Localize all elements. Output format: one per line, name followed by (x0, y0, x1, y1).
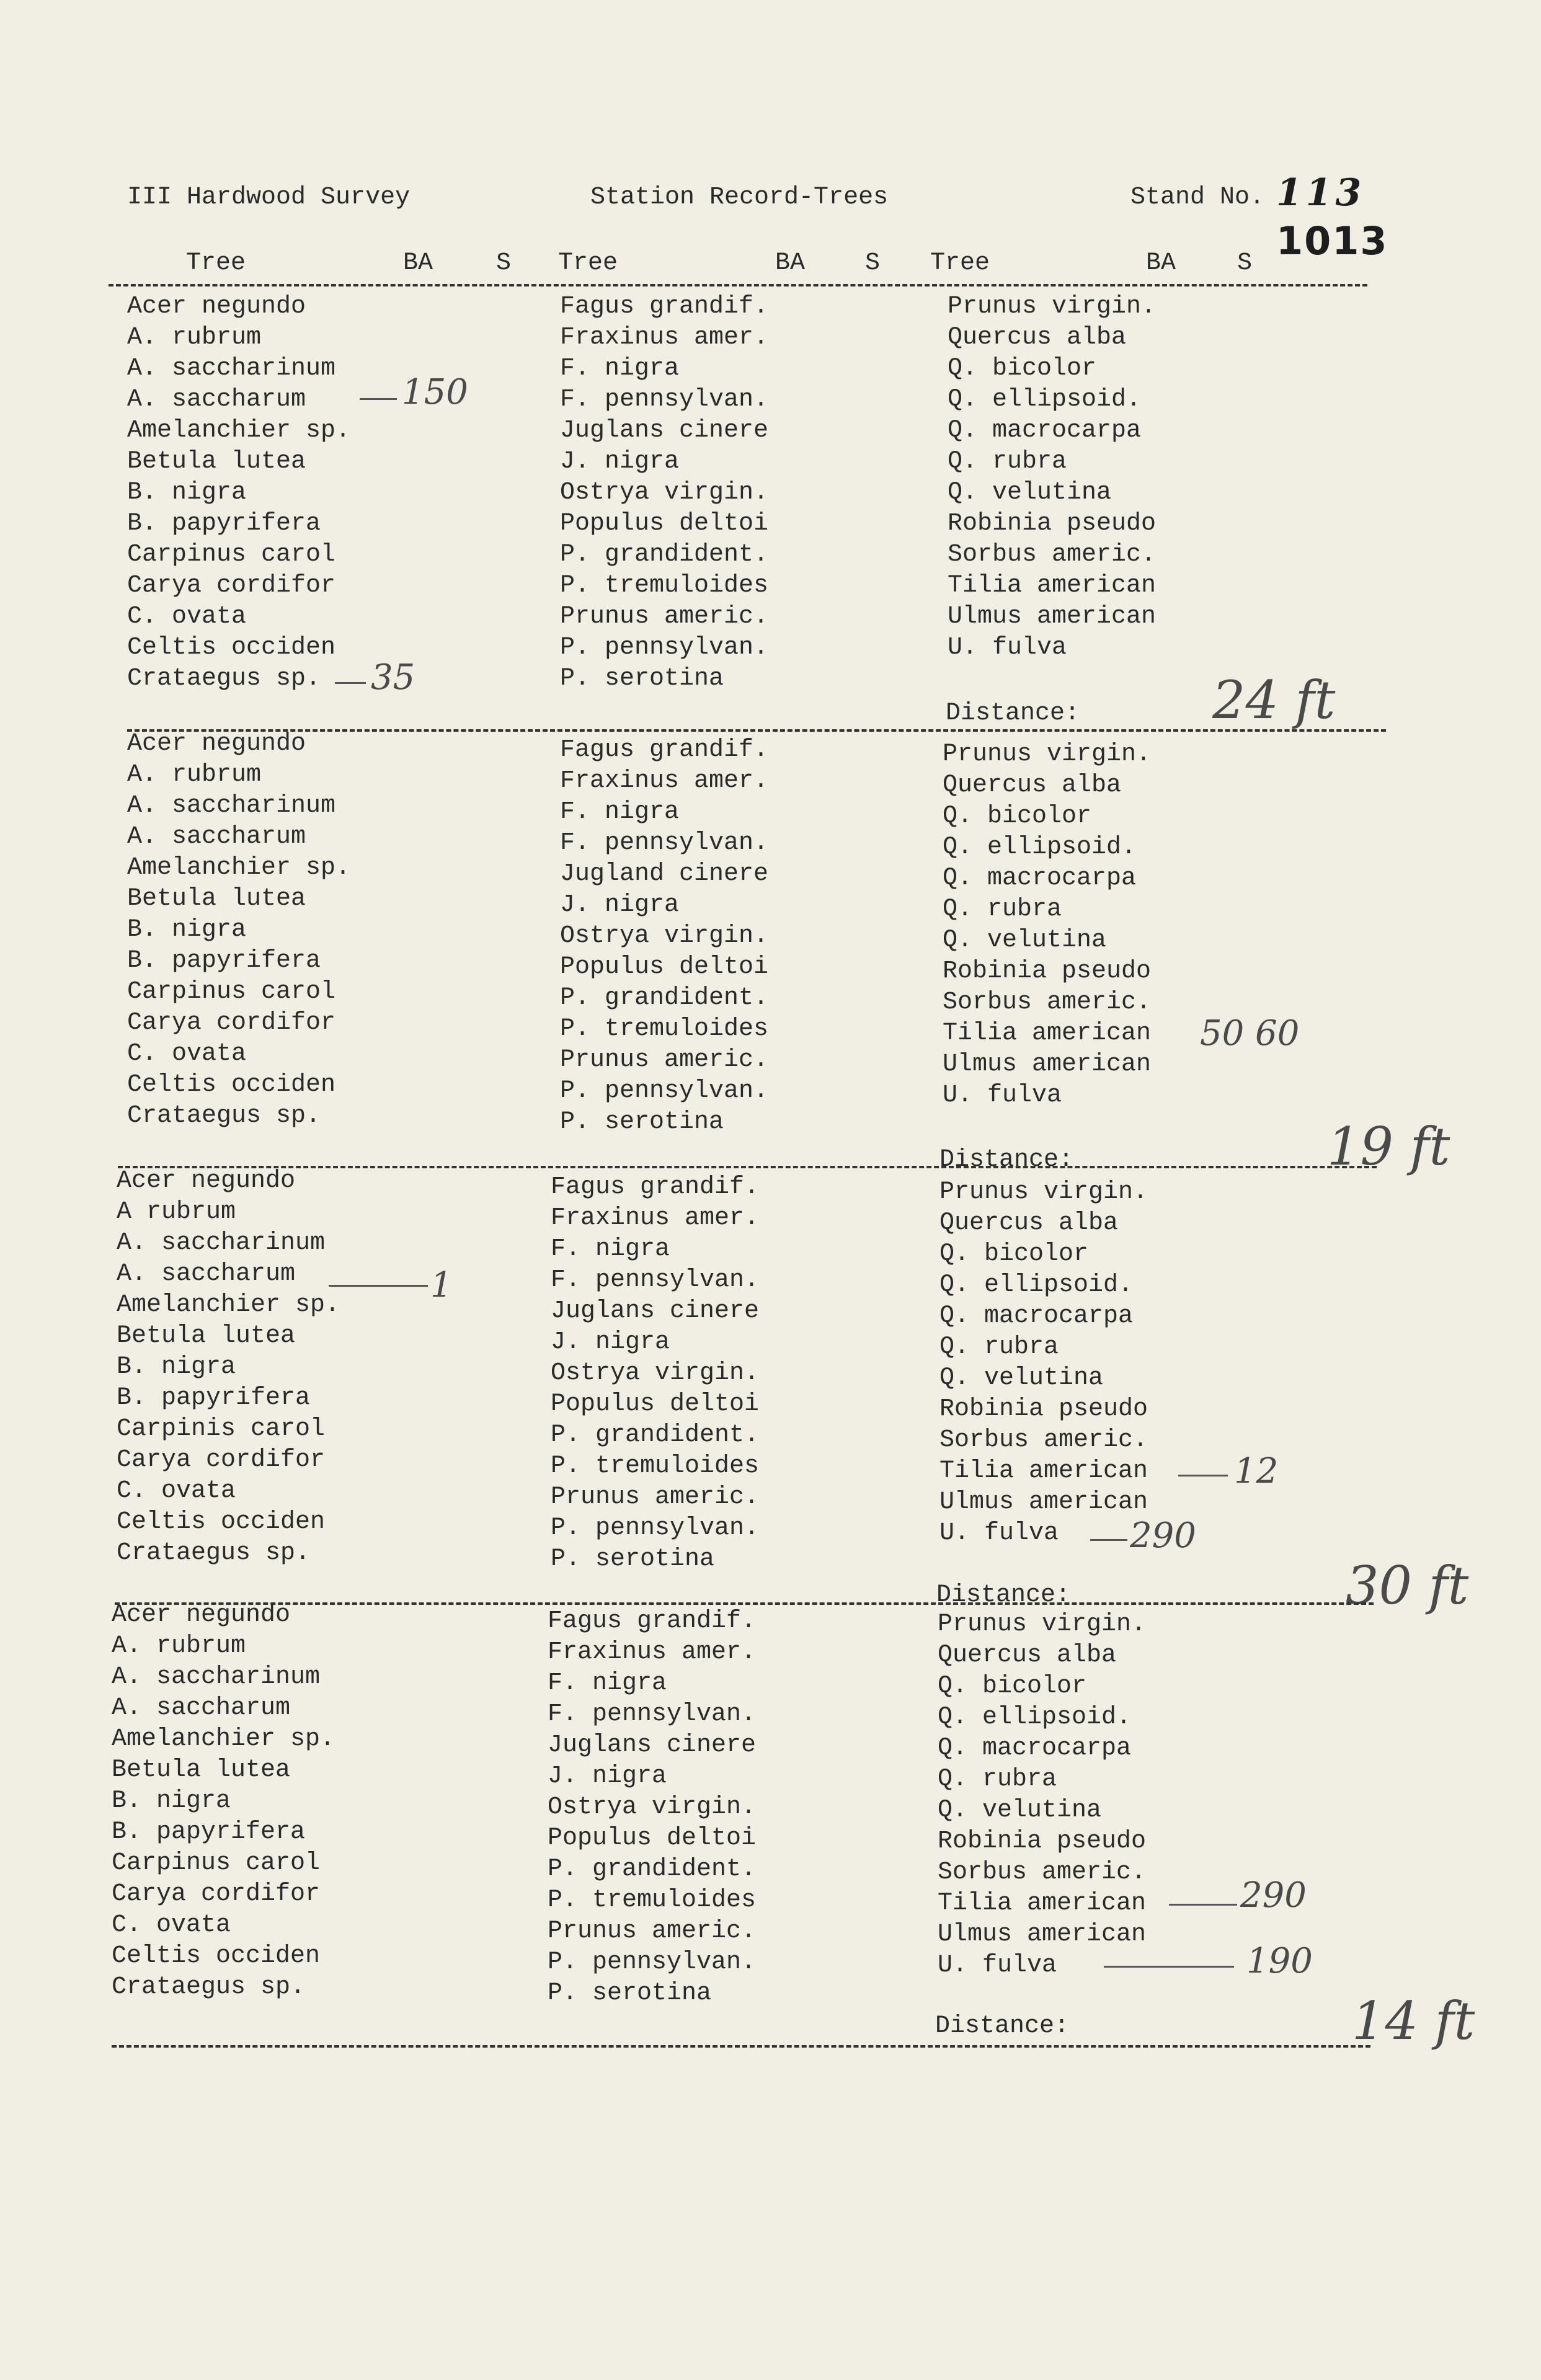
tick-mark (1104, 1966, 1234, 1968)
species-entry: Carpinus carol (127, 541, 336, 569)
species-entry: Juglans cinere (560, 417, 769, 445)
species-entry: P. tremuloides (560, 1015, 769, 1043)
species-entry: Q. ellipsoid. (939, 1271, 1134, 1299)
species-entry: P. pennsylvan. (548, 1948, 757, 1976)
section-3-col2 (551, 1172, 759, 1575)
species-entry: A. saccharinum (117, 1229, 326, 1257)
section-2-distance-label: Distance: (939, 1146, 1074, 1174)
section-4-col1 (112, 1600, 335, 2003)
species-entry: C. ovata (127, 603, 247, 631)
species-entry: Tilia american (948, 572, 1157, 600)
species-entry: Robinia pseudo (938, 1827, 1147, 1855)
species-entry: U. fulva (938, 1952, 1057, 1979)
species-entry: Fraxinus amer. (548, 1638, 757, 1666)
species-entry: Populus deltoi (560, 510, 769, 538)
col1-tree-header: Tree (186, 249, 246, 277)
species-entry: Q. macrocarpa (943, 864, 1137, 892)
species-entry: F. nigra (548, 1669, 667, 1697)
species-entry: A. saccharum (117, 1260, 296, 1288)
species-entry: B. nigra (127, 479, 247, 507)
species-entry: Prunus virgin. (938, 1610, 1147, 1638)
species-entry: U. fulva (948, 634, 1067, 662)
section-3-distance-value: 30 ft (1346, 1555, 1469, 1616)
species-entry: Prunus americ. (551, 1483, 760, 1511)
species-entry: B. papyrifera (117, 1384, 311, 1412)
species-entry: P. grandident. (560, 984, 769, 1012)
species-entry: Robinia pseudo (948, 510, 1157, 538)
species-entry: P. serotina (551, 1545, 715, 1573)
species-entry: Fraxinus amer. (551, 1204, 760, 1232)
col1-s-header: S (496, 249, 512, 277)
species-entry: Juglans cinere (548, 1731, 757, 1759)
species-entry: Ulmus american (943, 1050, 1152, 1078)
species-entry: P. serotina (560, 665, 724, 693)
species-entry: Carya cordifor (127, 572, 336, 600)
species-entry: Q. velutina (939, 1364, 1104, 1392)
species-entry: Sorbus americ. (939, 1426, 1148, 1454)
species-entry: Prunus americ. (560, 603, 769, 631)
section-3-col1 (117, 1166, 340, 1569)
species-entry: Q. bicolor (943, 802, 1092, 830)
species-entry: Fraxinus amer. (560, 767, 769, 795)
handwritten-value: 50 60 (1200, 1013, 1300, 1054)
col3-tree-header: Tree (930, 249, 990, 277)
species-entry: Crataegus sp. (127, 665, 321, 693)
species-entry: B. nigra (127, 916, 247, 944)
section-1-col3 (948, 291, 1156, 664)
section-1-col1 (127, 291, 350, 695)
species-entry: Carpinis carol (117, 1415, 326, 1443)
species-entry: Sorbus americ. (943, 988, 1152, 1016)
species-entry: A. saccharinum (112, 1663, 321, 1691)
species-entry: Q. ellipsoid. (943, 833, 1137, 861)
species-entry: Prunus americ. (548, 1917, 757, 1945)
species-entry: Crataegus sp. (127, 1102, 321, 1130)
species-entry: Q. ellipsoid. (938, 1703, 1132, 1731)
species-entry: P. tremuloides (548, 1886, 757, 1914)
section-3-distance-label: Distance: (936, 1581, 1071, 1609)
species-entry: Acer negundo (127, 293, 306, 321)
species-entry: Betula lutea (127, 448, 306, 476)
col2-s-header: S (865, 249, 881, 277)
species-entry: Amelanchier sp. (112, 1725, 335, 1753)
species-entry: Celtis occiden (117, 1508, 326, 1536)
species-entry: Q. bicolor (939, 1240, 1089, 1268)
species-entry: Q. velutina (943, 926, 1107, 954)
species-entry: A. saccharum (127, 386, 306, 414)
species-entry: Q. bicolor (938, 1672, 1087, 1700)
stand-number-handwritten: 113 (1276, 171, 1366, 215)
species-entry: Q. velutina (948, 479, 1112, 507)
species-entry: Amelanchier sp. (127, 417, 351, 445)
col3-ba-header: BA (1146, 249, 1176, 277)
handwritten-value: 12 (1234, 1451, 1279, 1491)
species-entry: P. grandident. (548, 1855, 757, 1883)
species-entry: B. nigra (112, 1787, 231, 1815)
species-entry: A. saccharinum (127, 792, 336, 820)
species-entry: Quercus alba (948, 324, 1127, 352)
species-entry: P. tremuloides (560, 572, 769, 600)
species-entry: P. serotina (560, 1108, 724, 1136)
section-2-distance-value: 19 ft (1327, 1116, 1450, 1177)
species-entry: Betula lutea (112, 1756, 291, 1784)
species-entry: Prunus virgin. (948, 293, 1157, 321)
species-entry: J. nigra (551, 1328, 670, 1356)
tick-mark (1178, 1475, 1228, 1476)
tick-mark (1090, 1539, 1127, 1541)
species-entry: P. grandident. (560, 541, 769, 569)
species-entry: U. fulva (939, 1519, 1059, 1547)
tick-mark (335, 682, 366, 684)
tick-mark (360, 398, 397, 400)
species-entry: C. ovata (127, 1040, 247, 1068)
species-entry: Q. rubra (939, 1333, 1059, 1361)
species-entry: Prunus virgin. (939, 1178, 1148, 1206)
species-entry: Q. bicolor (948, 355, 1097, 383)
section-2-col2 (560, 735, 768, 1138)
species-entry: F. pennsylvan. (560, 386, 769, 414)
species-entry: Q. macrocarpa (948, 417, 1142, 445)
species-entry: Populus deltoi (548, 1824, 757, 1852)
species-entry: Quercus alba (939, 1209, 1119, 1237)
species-entry: Ulmus american (939, 1488, 1148, 1516)
species-entry: Ostrya virgin. (560, 922, 769, 950)
species-entry: Q. macrocarpa (938, 1734, 1132, 1762)
stand-number-label: Stand No. (1130, 184, 1265, 211)
species-entry: Robinia pseudo (939, 1395, 1148, 1423)
species-entry: P. pennsylvan. (560, 1077, 769, 1105)
species-entry: A. saccharum (112, 1694, 291, 1722)
species-entry: B. papyrifera (127, 510, 321, 538)
species-entry: A. saccharum (127, 823, 306, 851)
species-entry: Amelanchier sp. (127, 854, 351, 882)
species-entry: F. pennsylvan. (551, 1266, 760, 1294)
species-entry: Robinia pseudo (943, 957, 1152, 985)
species-entry: Q. ellipsoid. (948, 386, 1142, 414)
species-entry: C. ovata (117, 1477, 236, 1505)
tick-mark (329, 1285, 428, 1287)
species-entry: Q. rubra (948, 448, 1067, 476)
species-entry: A rubrum (117, 1198, 236, 1226)
species-entry: F. pennsylvan. (560, 829, 769, 857)
handwritten-value: 290 (1240, 1875, 1307, 1916)
species-entry: B. nigra (117, 1353, 236, 1381)
species-entry: Populus deltoi (560, 953, 769, 981)
species-entry: Amelanchier sp. (117, 1291, 340, 1319)
species-entry: Fagus grandif. (548, 1607, 757, 1635)
species-entry: Prunus americ. (560, 1046, 769, 1074)
header-rule (109, 284, 1367, 286)
species-entry: Carya cordifor (112, 1880, 321, 1908)
species-entry: Quercus alba (938, 1641, 1117, 1669)
species-entry: Populus deltoi (551, 1390, 760, 1418)
col1-ba-header: BA (403, 249, 433, 277)
section-divider (112, 2045, 1370, 2048)
species-entry: Fagus grandif. (560, 293, 769, 321)
section-4-distance-label: Distance: (935, 2012, 1070, 2040)
handwritten-value: 1 (430, 1265, 453, 1305)
species-entry: A. rubrum (127, 324, 262, 352)
section-4-col3 (938, 1609, 1146, 1981)
col2-tree-header: Tree (558, 249, 618, 277)
species-entry: Ostrya virgin. (551, 1359, 760, 1387)
species-entry: Juglans cinere (551, 1297, 760, 1325)
section-2-col3 (943, 739, 1151, 1111)
species-entry: Carya cordifor (117, 1446, 326, 1474)
species-entry: Ulmus american (938, 1920, 1147, 1948)
handwritten-value: 35 (371, 657, 415, 698)
species-entry: A. rubrum (112, 1632, 246, 1660)
species-entry: Carpinus carol (112, 1849, 321, 1877)
species-entry: Prunus virgin. (943, 740, 1152, 768)
handwritten-value: 190 (1246, 1941, 1313, 1981)
species-entry: Q. velutina (938, 1796, 1102, 1824)
section-1-col2 (560, 291, 768, 695)
species-entry: C. ovata (112, 1911, 231, 1939)
species-entry: F. nigra (560, 355, 680, 383)
species-entry: Fagus grandif. (560, 736, 769, 764)
species-entry: J. nigra (548, 1762, 667, 1790)
species-entry: J. nigra (560, 448, 680, 476)
species-entry: Sorbus americ. (938, 1858, 1147, 1886)
species-entry: J. nigra (560, 891, 680, 919)
species-entry: B. papyrifera (112, 1818, 306, 1846)
species-entry: Tilia american (943, 1019, 1152, 1047)
col3-s-header: S (1237, 249, 1253, 277)
species-entry: A. rubrum (127, 761, 262, 789)
section-4-col2 (548, 1606, 756, 2009)
handwritten-value: 290 (1130, 1516, 1196, 1556)
species-entry: Celtis occiden (127, 1071, 336, 1099)
handwritten-value: 150 (402, 372, 468, 412)
species-entry: Jugland cinere (560, 860, 769, 888)
species-entry: Crataegus sp. (112, 1973, 306, 2001)
species-entry: Q. rubra (943, 895, 1062, 923)
section-1-distance-value: 24 ft (1212, 670, 1336, 730)
species-entry: Ostrya virgin. (548, 1793, 757, 1821)
species-entry: Crataegus sp. (117, 1539, 311, 1567)
species-entry: P. serotina (548, 1979, 712, 2007)
section-3-col3 (939, 1177, 1148, 1549)
species-entry: B. papyrifera (127, 947, 321, 975)
species-entry: Acer negundo (127, 730, 306, 758)
species-entry: P. pennsylvan. (551, 1514, 760, 1542)
section-4-distance-value: 14 ft (1352, 1991, 1475, 2051)
species-entry: Acer negundo (112, 1601, 291, 1629)
species-entry: U. fulva (943, 1081, 1062, 1109)
species-entry: Fraxinus amer. (560, 324, 769, 352)
species-entry: F. nigra (560, 798, 680, 826)
species-entry: Q. rubra (938, 1765, 1057, 1793)
section-2-col1 (127, 729, 350, 1132)
species-entry: Ostrya virgin. (560, 479, 769, 507)
section-1-distance-label: Distance: (946, 699, 1080, 727)
species-entry: P. tremuloides (551, 1452, 760, 1480)
species-entry: Carya cordifor (127, 1009, 336, 1037)
species-entry: Acer negundo (117, 1167, 296, 1195)
species-entry: Ulmus american (948, 603, 1157, 631)
tick-mark (1169, 1904, 1237, 1906)
species-entry: Betula lutea (117, 1322, 296, 1350)
species-entry: A. saccharinum (127, 355, 336, 383)
species-entry: Tilia american (939, 1457, 1148, 1485)
species-entry: Sorbus americ. (948, 541, 1157, 569)
species-entry: Q. macrocarpa (939, 1302, 1134, 1330)
species-entry: Tilia american (938, 1889, 1147, 1917)
species-entry: Carpinus carol (127, 978, 336, 1006)
species-entry: F. pennsylvan. (548, 1700, 757, 1728)
species-entry: P. grandident. (551, 1421, 760, 1449)
species-entry: F. nigra (551, 1235, 670, 1263)
col2-ba-header: BA (775, 249, 806, 277)
stand-number-stamp: 1013 (1276, 218, 1388, 264)
species-entry: Fagus grandif. (551, 1173, 760, 1201)
species-entry: Betula lutea (127, 885, 306, 913)
survey-title: III Hardwood Survey (127, 184, 411, 211)
form-title: Station Record-Trees (590, 184, 889, 211)
species-entry: P. pennsylvan. (560, 634, 769, 662)
species-entry: Quercus alba (943, 771, 1122, 799)
species-entry: Celtis occiden (127, 634, 336, 662)
species-entry: Celtis occiden (112, 1942, 321, 1970)
